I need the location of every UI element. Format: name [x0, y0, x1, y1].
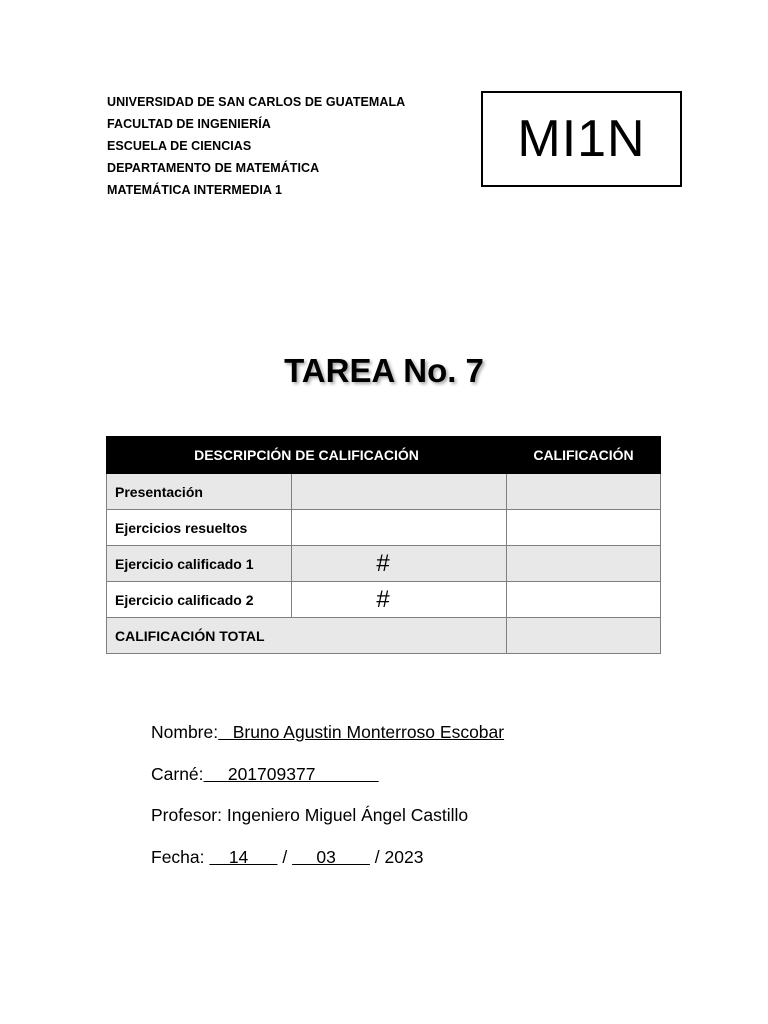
course-code: MI1N — [517, 110, 646, 168]
university-name: UNIVERSIDAD DE SAN CARLOS DE GUATEMALA — [107, 95, 406, 109]
table-header-description: DESCRIPCIÓN DE CALIFICACIÓN — [107, 437, 507, 474]
fecha-day: 14 — [209, 847, 278, 867]
table-header-row — [107, 437, 661, 474]
row-score — [507, 474, 661, 510]
fecha-year: 2023 — [384, 847, 424, 867]
grades-table — [106, 436, 661, 654]
fecha-separator: / — [282, 847, 288, 867]
faculty-name: FACULTAD DE INGENIERÍA — [107, 117, 271, 131]
row-label: Ejercicio calificado 1 — [107, 546, 292, 582]
course-name: MATEMÁTICA INTERMEDIA 1 — [107, 183, 282, 197]
table-row — [107, 510, 661, 546]
table-row — [107, 474, 661, 510]
name-label: Nombre: — [151, 722, 219, 742]
row-label: Ejercicio calificado 2 — [107, 582, 292, 618]
row-mark — [292, 474, 507, 510]
fecha-separator: / — [374, 847, 380, 867]
total-row — [107, 618, 661, 654]
carne-label: Carné: — [151, 764, 204, 784]
carne-value: 201709377 — [203, 764, 379, 784]
fecha-month: 03 — [292, 847, 370, 867]
table-row — [107, 546, 661, 582]
course-code-box — [481, 91, 682, 187]
row-score — [507, 510, 661, 546]
profesor-value: Ingeniero Miguel Ángel Castillo — [226, 805, 469, 825]
row-mark: # — [292, 546, 507, 582]
row-mark: # — [292, 582, 507, 618]
row-label: Presentación — [107, 474, 292, 510]
institution-header — [107, 91, 405, 201]
profesor-label: Profesor: — [151, 805, 222, 825]
profesor-line — [151, 805, 468, 826]
row-mark — [292, 510, 507, 546]
school-name: ESCUELA DE CIENCIAS — [107, 139, 252, 153]
fecha-line — [151, 847, 423, 868]
table-header-grade: CALIFICACIÓN — [507, 437, 661, 474]
row-score — [507, 582, 661, 618]
row-label: Ejercicios resueltos — [107, 510, 292, 546]
table-row — [107, 582, 661, 618]
department-name: DEPARTAMENTO DE MATEMÁTICA — [107, 161, 320, 175]
total-score — [507, 618, 661, 654]
total-label: CALIFICACIÓN TOTAL — [107, 618, 507, 654]
page-title: TAREA No. 7 — [284, 352, 484, 389]
student-carne-line — [151, 764, 379, 785]
fecha-label: Fecha: — [151, 847, 205, 867]
student-name-line — [151, 722, 504, 743]
name-value: Bruno Agustin Monterroso Escobar — [218, 722, 505, 742]
row-score — [507, 546, 661, 582]
